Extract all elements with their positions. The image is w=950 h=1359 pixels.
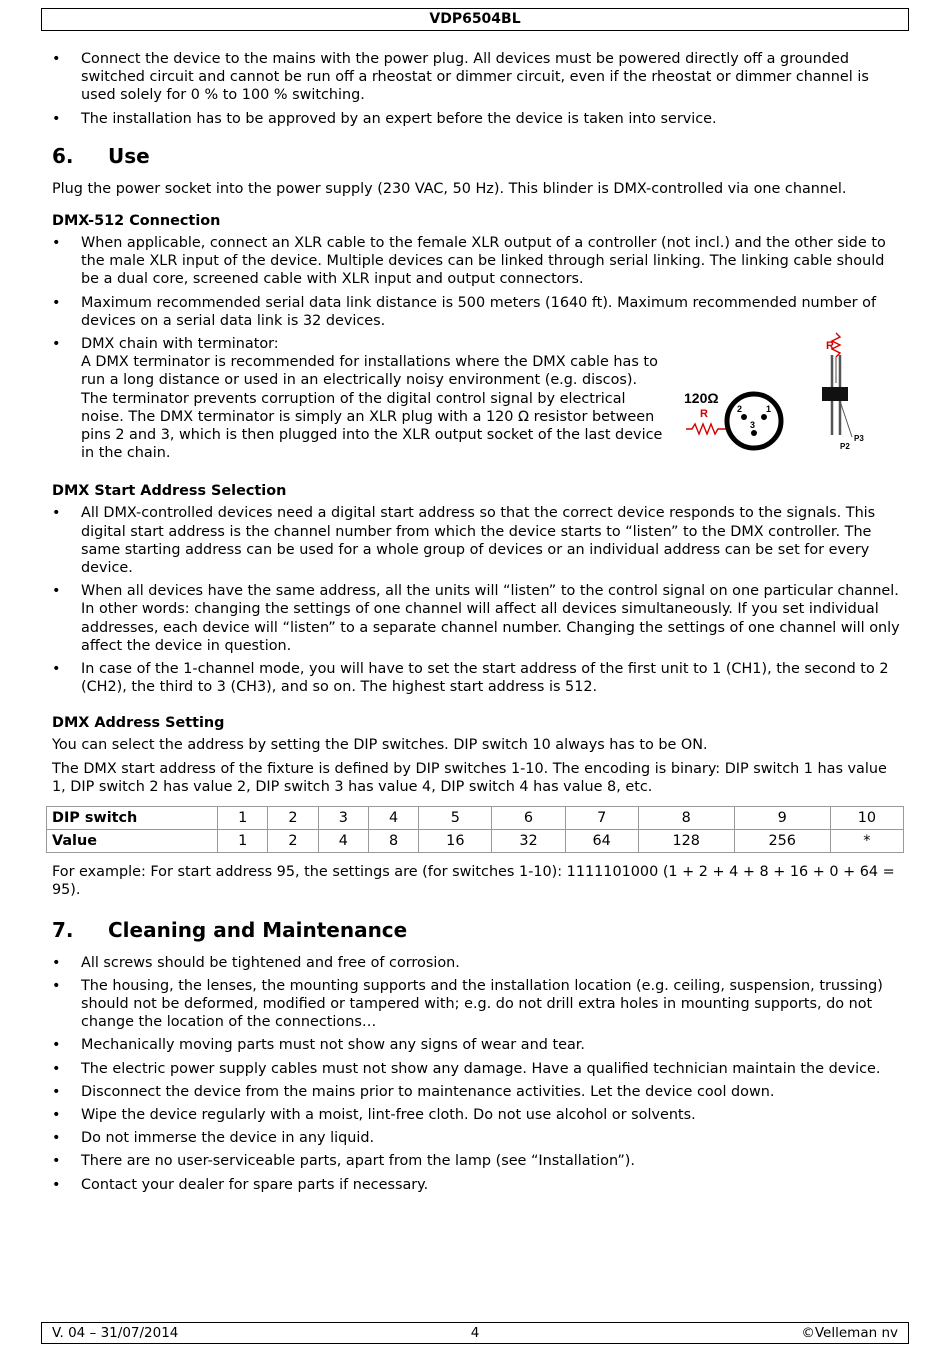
address-setting-para1: You can select the address by setting the DIP switches. DIP switch 10 always has to be ON. [52, 737, 708, 754]
list-item: • The housing, the lenses, the mounting supports and the installation location (e.g. ceiling, suspension, trussing) should not be deformed, modified or tampered with; e.g. do not drill extra holes in mounting supports, do not change the location of the connections… [52, 977, 902, 1032]
table-cell: 16 [419, 830, 492, 853]
dip-switch-table [46, 806, 904, 853]
pin-dot [741, 414, 747, 420]
pin-dot [751, 430, 757, 436]
footer-copyright: ©Velleman nv [801, 1325, 898, 1341]
list-item: • In case of the 1-channel mode, you will have to set the start address of the first unit to 1 (CH1), the second to 2 (CH2), the third to 3 (CH3), and so on. The highest start address is 512. [52, 660, 902, 696]
p3-label: P3 [854, 434, 864, 444]
r-label: R [826, 340, 834, 353]
table-cell: * [830, 830, 903, 853]
header-block [822, 387, 848, 401]
table-cell: 7 [565, 807, 638, 830]
section-6-intro: Plug the power socket into the power supply (230 VAC, 50 Hz). This blinder is DMX-controlled via one channel. [52, 180, 847, 197]
table-cell: 32 [492, 830, 565, 853]
list-item: • When applicable, connect an XLR cable to the female XLR output of a controller (not incl.) and the other side to the male XLR input of the device. Multiple devices can be linked through serial linking. The linking cable should be a dual core, screened cable with XLR input and output connectors. [52, 234, 902, 289]
table-cell: 5 [419, 807, 492, 830]
terminator-title: • DMX chain with terminator: [81, 336, 279, 353]
p2-label: P2 [840, 442, 850, 452]
table-row-header: DIP switch [47, 807, 218, 830]
footer-page-number: 4 [470, 1325, 480, 1341]
list-item: • All screws should be tightened and free of corrosion. [52, 954, 902, 972]
page-content [52, 50, 902, 1199]
list-item: • Contact your dealer for spare parts if necessary. [52, 1176, 902, 1194]
table-cell: 2 [268, 807, 318, 830]
page-footer [41, 1322, 909, 1344]
section-7-heading [52, 918, 902, 942]
pin-label: 3 [750, 420, 756, 431]
section-title: Use [108, 143, 150, 168]
table-cell: 256 [734, 830, 830, 853]
address-setting-heading: DMX Address Setting [52, 715, 225, 732]
header-title: VDP6504BL [429, 11, 521, 27]
table-cell: 8 [638, 807, 734, 830]
list-item: • The electric power supply cables must not show any damage. Have a qualified technician maintain the device. [52, 1060, 902, 1078]
table-cell: 1 [218, 830, 268, 853]
maintenance-bullet-list [52, 954, 902, 1194]
table-cell: 2 [268, 830, 318, 853]
dmx512-heading: DMX-512 Connection [52, 213, 221, 230]
table-row [47, 807, 904, 830]
address-setting-para2: The DMX start address of the fixture is defined by DIP switches 1-10. The encoding is binary: DIP switch 1 has value 1, DIP switch 2 has value 2, DIP switch 3 has value 4, DIP switch 4 has value 8, etc. [52, 760, 887, 795]
resistance-label: 120Ω [684, 390, 719, 407]
list-item: • When all devices have the same address, all the units will “listen” to the control signal on one particular channel. In other words: changing the settings of one channel will affect all devices simultaneously. If you set individual addresses, each device will “listen” to a separate channel number. Changing the settings of one channel will only affect the device in question. [52, 582, 902, 655]
list-item: • Connect the device to the mains with the power plug. All devices must be powered directly off a grounded switched circuit and cannot be run off a rheostat or dimmer circuit, even if the rheostat or dimmer channel is used solely for 0 % to 100 % switching. [52, 50, 902, 105]
terminator-list-item [52, 335, 902, 462]
section-number: 6. [52, 143, 74, 168]
table-cell: 64 [565, 830, 638, 853]
intro-bullet-list [52, 50, 902, 128]
pin-dot [761, 414, 767, 420]
list-item: • Wipe the device regularly with a moist, lint-free cloth. Do not use alcohol or solvents. [52, 1106, 902, 1124]
start-address-heading: DMX Start Address Selection [52, 483, 287, 500]
pin-label: 1 [766, 404, 772, 415]
section-6-heading [52, 144, 902, 168]
section-number: 7. [52, 917, 74, 942]
table-cell: 1 [218, 807, 268, 830]
list-item: • Disconnect the device from the mains prior to maintenance activities. Let the device cool down. [52, 1083, 902, 1101]
table-cell: 6 [492, 807, 565, 830]
dmx512-bullet-list [52, 234, 902, 462]
pin-label: 2 [737, 404, 743, 415]
table-cell: 8 [368, 830, 418, 853]
list-item: • The installation has to be approved by an expert before the device is taken into service. [52, 110, 902, 128]
section-title: Cleaning and Maintenance [108, 917, 408, 942]
table-row-header: Value [47, 830, 218, 853]
table-cell: 3 [318, 807, 368, 830]
list-item: • Maximum recommended serial data link distance is 500 meters (1640 ft). Maximum recommended number of devices on a serial data link is 32 devices. [52, 294, 902, 330]
xlr-terminator-diagram [684, 325, 874, 455]
table-cell: 4 [368, 807, 418, 830]
table-cell: 128 [638, 830, 734, 853]
table-cell: 9 [734, 807, 830, 830]
table-row [47, 830, 904, 853]
list-item: • Do not immerse the device in any liquid. [52, 1129, 902, 1147]
table-cell: 4 [318, 830, 368, 853]
table-cell: 10 [830, 807, 903, 830]
p3-leader [840, 401, 852, 437]
terminator-text: A DMX terminator is recommended for installations where the DMX cable has to run a long distance or used in an electrically noisy environment (e.g. discos). The terminator prevents corruption of the digital control signal by electrical noise. The DMX terminator is simply an XLR plug with a 120 Ω resistor between pins 2 and 3, which is then plugged into the XLR output socket of the last device in the chain. [81, 354, 663, 462]
list-item: • Mechanically moving parts must not show any signs of wear and tear. [52, 1036, 902, 1054]
page-header [41, 8, 909, 31]
list-item: • All DMX-controlled devices need a digital start address so that the correct device responds to the signals. This digital start address is the channel number from which the device starts to “listen” to the DMX controller. The same starting address can be used for a whole group of devices or an individual address can be set for every device. [52, 504, 902, 577]
list-item: • There are no user-serviceable parts, apart from the lamp (see “Installation”). [52, 1152, 902, 1170]
r-label-left: R [700, 408, 708, 421]
footer-version: V. 04 – 31/07/2014 [52, 1325, 179, 1341]
address-example: For example: For start address 95, the settings are (for switches 1-10): 1111101000 (1 + 2 + 4 + 8 + 16 + 0 + 64 = 95). [52, 864, 895, 899]
start-address-bullet-list [52, 504, 902, 696]
